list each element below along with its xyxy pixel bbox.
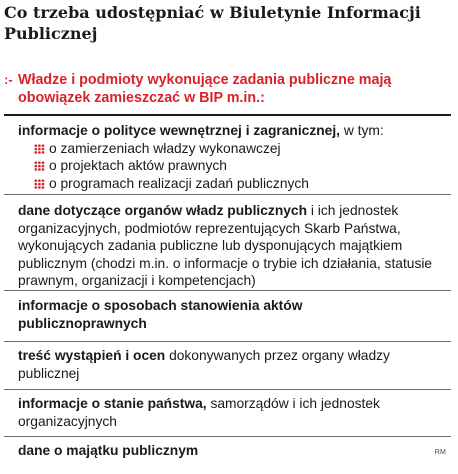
list-item-rest: samorządów i ich jednostek organizacyjnych: [18, 396, 380, 429]
list-item-bold: informacje o polityce wewnętrznej i zagranicznej,: [18, 123, 341, 138]
divider: [4, 389, 451, 390]
list-item-rest: w tym:: [340, 123, 384, 138]
dot-grid-bullet-icon: [34, 179, 45, 189]
intro-marker: :-: [4, 72, 13, 87]
list-item-text: [18, 122, 448, 140]
list-item-bold: treść wystąpień i ocen: [18, 348, 166, 363]
divider: [4, 341, 451, 342]
sub-item-text: o zamierzeniach władzy wykonawczej: [49, 140, 281, 156]
divider: [4, 290, 451, 291]
intro-statement: [4, 71, 444, 107]
list-item-bold: informacje o sposobach stanowienia aktów publicznoprawnych: [18, 298, 303, 331]
list-item-rest: dokonywanych przez organy władzy publicznej: [18, 348, 390, 381]
divider: [4, 194, 451, 195]
sub-item-text: o programach realizacji zadań publicznych: [49, 175, 309, 191]
infographic-title: Co trzeba udostępniać w Biuletynie Informacji Publicznej: [4, 3, 421, 43]
list-item-bold: dane dotyczące organów władz publicznych: [18, 203, 308, 218]
sub-item: [34, 175, 448, 193]
list-item-speeches-assessments: [18, 347, 448, 382]
dot-grid-bullet-icon: [34, 161, 45, 171]
author-credit: RM: [434, 449, 446, 456]
top-divider: [4, 114, 451, 116]
list-item-state-condition: [18, 395, 448, 430]
list-item-bold: dane o majątku publicznym: [18, 443, 199, 458]
divider: [4, 436, 451, 437]
sub-item-text: o projektach aktów prawnych: [49, 158, 227, 174]
list-item-public-property: [18, 442, 448, 460]
intro-text: Władze i podmioty wykonujące zadania publiczne mają obowiązek zamieszczać w BIP m.in.:: [18, 72, 392, 106]
sub-item: [34, 140, 448, 158]
list-item-public-authorities: [18, 202, 448, 290]
dot-grid-bullet-icon: [34, 144, 45, 154]
list-item-rest: i ich jednostek organizacyjnych, podmiotów reprezentujących Skarb Państwa, wykonujących zadania publiczne lub dysponujących majątkiem publicznym (chodzi m.in. o informacje o trybie ich działania, statusie prawnym, organizacji i kompetencjach): [18, 203, 433, 289]
list-item-foreign-domestic-policy: [18, 122, 448, 192]
sub-item: [34, 157, 448, 175]
list-item-legislation-methods: [18, 297, 318, 332]
list-item-bold: informacje o stanie państwa,: [18, 396, 207, 411]
